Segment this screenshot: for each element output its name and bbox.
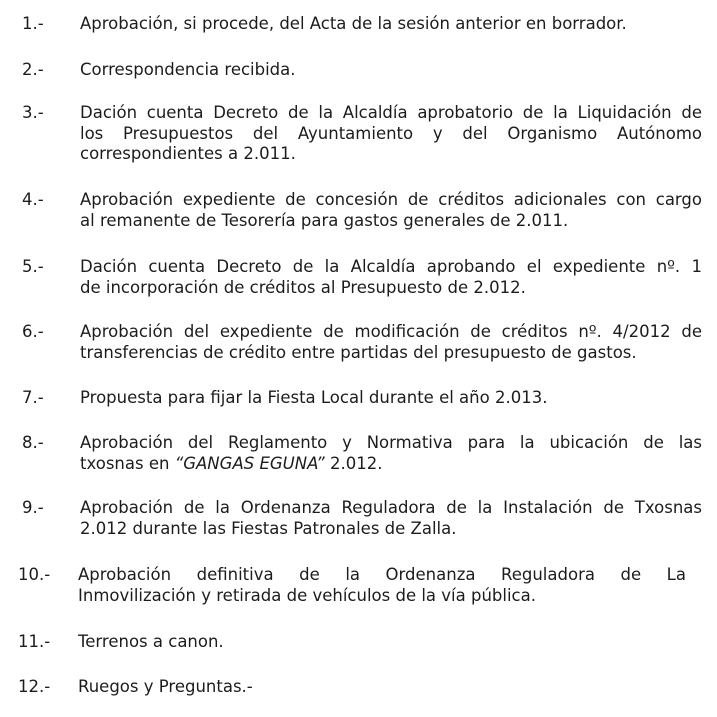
item-text-line: Propuesta para fijar la Fiesta Local durante el año 2.013.	[80, 388, 548, 407]
item-text-line: Aprobación expediente de concesión de créditos adicionales con cargo	[80, 190, 702, 209]
item-text-line: transferencias de crédito entre partidas del presupuesto de gastos.	[80, 342, 637, 362]
item-text-line	[80, 454, 702, 475]
item-number: 2.-	[22, 60, 44, 79]
item-number: 12.-	[18, 677, 51, 696]
item-text	[78, 565, 686, 606]
item-text	[80, 103, 702, 165]
item-number: 1.-	[22, 14, 44, 33]
item-text-line: Correspondencia recibida.	[80, 60, 296, 79]
item-text-line: Dación cuenta Decreto de la Alcaldía aprobando el expediente nº. 1	[80, 257, 702, 276]
item-text-line: Aprobación del Reglamento y Normativa para la ubicación de las	[80, 433, 702, 452]
item-number: 6.-	[22, 322, 44, 341]
item-text	[80, 60, 702, 81]
item-text	[80, 388, 702, 409]
item-text-after: 2.012.	[324, 453, 383, 473]
item-text-line: Aprobación, si procede, del Acta de la sesión anterior en borrador.	[80, 14, 627, 33]
item-text-line: correspondientes a 2.011.	[80, 144, 296, 163]
event-name-italic: “GANGAS EGUNA”	[174, 453, 325, 473]
item-text	[80, 190, 702, 231]
item-text-line: al remanente de Tesorería para gastos generales de 2.011.	[80, 210, 569, 230]
item-number: 9.-	[22, 498, 44, 517]
item-text-line: Terrenos a canon.	[78, 632, 224, 651]
item-text	[80, 322, 702, 363]
item-text-line: Inmovilización y retirada de vehículos de la vía pública.	[78, 585, 536, 605]
item-text-line: Aprobación del expediente de modificación de créditos nº. 4/2012 de	[80, 322, 702, 341]
item-text	[78, 632, 686, 653]
item-number: 4.-	[22, 190, 44, 209]
item-number: 5.-	[22, 257, 44, 276]
item-text	[80, 257, 702, 298]
item-number: 10.-	[18, 565, 51, 584]
item-text	[78, 677, 686, 698]
item-text-line: Dación cuenta Decreto de la Alcaldía aprobatorio de la Liquidación de	[80, 103, 702, 122]
item-text	[80, 14, 702, 35]
item-text-line: Ruegos y Preguntas.-	[78, 677, 253, 696]
item-text-line: de incorporación de créditos al Presupuesto de 2.012.	[80, 277, 526, 297]
item-number: 3.-	[22, 103, 44, 122]
item-number: 11.-	[18, 632, 51, 651]
item-text-line: 2.012 durante las Fiestas Patronales de Zalla.	[80, 518, 457, 538]
item-text-line: Aprobación de la Ordenanza Reguladora de la Instalación de Txosnas	[80, 498, 702, 517]
item-number: 8.-	[22, 433, 44, 452]
item-text-before: txosnas en	[80, 453, 175, 473]
item-text	[80, 433, 702, 474]
item-number: 7.-	[22, 388, 44, 407]
item-text-line: Aprobación definitiva de la Ordenanza Reguladora de La	[78, 565, 686, 584]
item-text	[80, 498, 702, 539]
item-text-line: los Presupuestos del Ayuntamiento y del Organismo Autónomo	[80, 123, 702, 143]
